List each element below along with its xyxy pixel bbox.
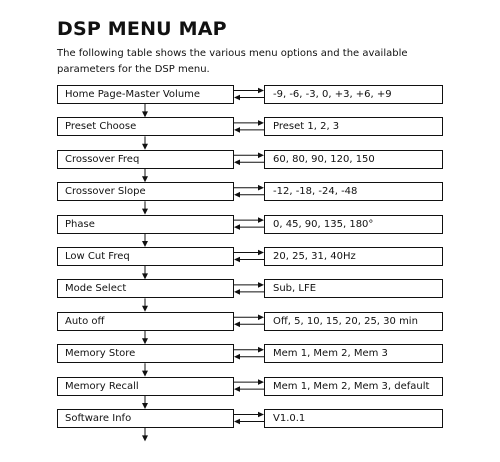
param-box-preset-choose: Preset 1, 2, 3 <box>264 117 443 136</box>
menu-box-crossover-freq: Crossover Freq <box>57 150 234 169</box>
param-box-crossover-slope: -12, -18, -24, -48 <box>264 182 443 201</box>
arrowhead-left-icon <box>234 354 240 360</box>
down-arrow-icon <box>142 435 148 441</box>
menu-box-memory-recall: Memory Recall <box>57 377 234 396</box>
param-box-home-page-master-volume: -9, -6, -3, 0, +3, +6, +9 <box>264 85 443 104</box>
arrowhead-left-icon <box>234 289 240 295</box>
param-box-auto-off: Off, 5, 10, 15, 20, 25, 30 min <box>264 312 443 331</box>
page-title: DSP MENU MAP <box>57 18 227 40</box>
menu-box-memory-store: Memory Store <box>57 344 234 363</box>
param-box-software-info: V1.0.1 <box>264 409 443 428</box>
menu-box-mode-select: Mode Select <box>57 279 234 298</box>
arrowhead-left-icon <box>234 419 240 425</box>
menu-box-preset-choose: Preset Choose <box>57 117 234 136</box>
param-box-mode-select: Sub, LFE <box>264 279 443 298</box>
arrowhead-left-icon <box>234 192 240 198</box>
menu-box-phase: Phase <box>57 215 234 234</box>
param-box-memory-recall: Mem 1, Mem 2, Mem 3, default <box>264 377 443 396</box>
menu-box-software-info: Software Info <box>57 409 234 428</box>
menu-box-auto-off: Auto off <box>57 312 234 331</box>
arrowhead-left-icon <box>234 127 240 133</box>
arrowhead-left-icon <box>234 257 240 263</box>
arrowhead-left-icon <box>234 160 240 166</box>
menu-box-crossover-slope: Crossover Slope <box>57 182 234 201</box>
param-box-phase: 0, 45, 90, 135, 180° <box>264 215 443 234</box>
arrowhead-left-icon <box>234 224 240 230</box>
param-box-crossover-freq: 60, 80, 90, 120, 150 <box>264 150 443 169</box>
arrowhead-left-icon <box>234 95 240 101</box>
param-box-low-cut-freq: 20, 25, 31, 40Hz <box>264 247 443 266</box>
param-box-memory-store: Mem 1, Mem 2, Mem 3 <box>264 344 443 363</box>
menu-box-home-page-master-volume: Home Page-Master Volume <box>57 85 234 104</box>
menu-box-low-cut-freq: Low Cut Freq <box>57 247 234 266</box>
arrowhead-left-icon <box>234 386 240 392</box>
intro-text: The following table shows the various menu options and the available parameters for the DSP menu. <box>57 48 408 75</box>
arrowhead-left-icon <box>234 322 240 328</box>
